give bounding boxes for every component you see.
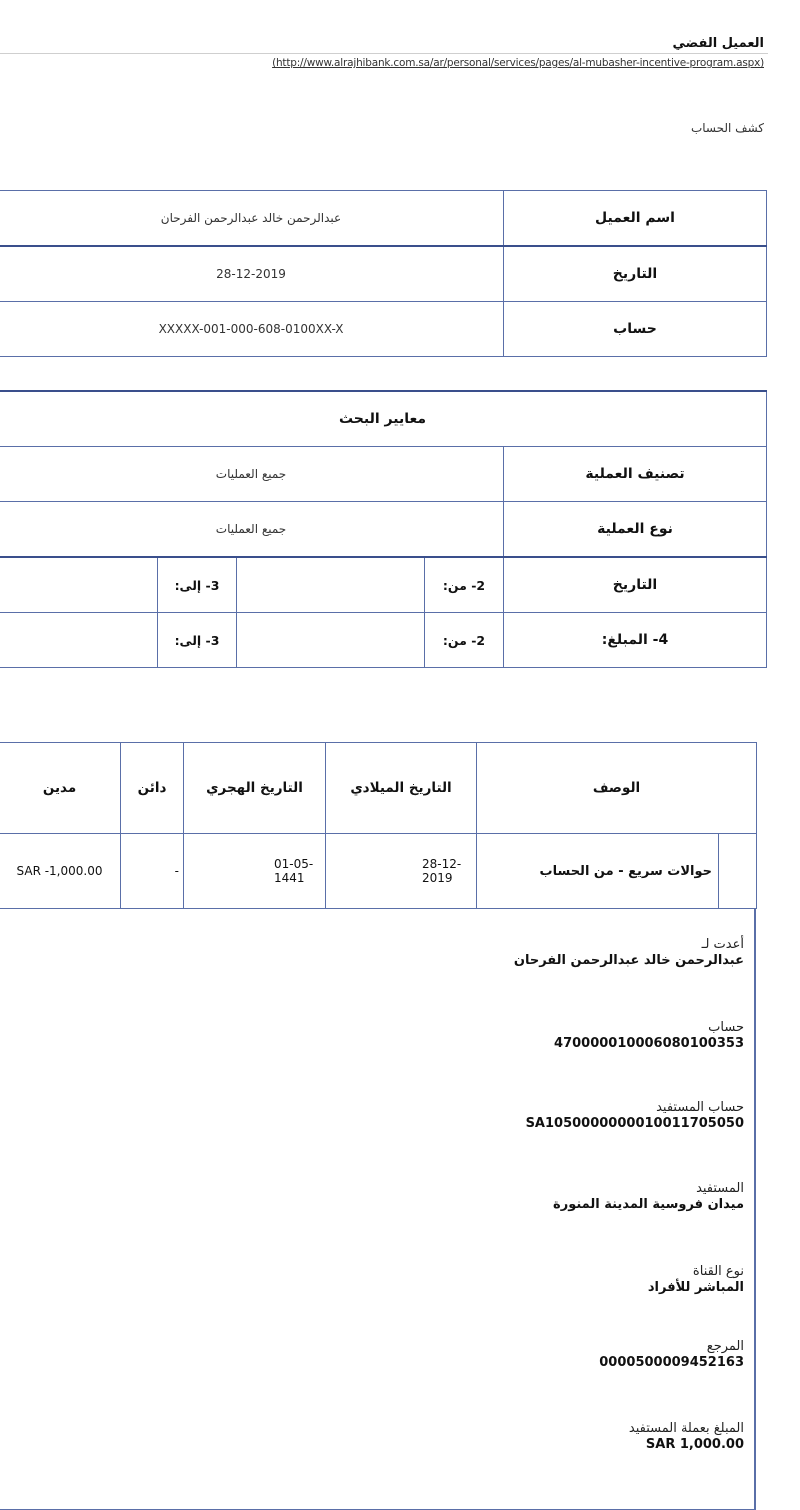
amount-from-value xyxy=(237,613,425,668)
date-from-label: 2- من: xyxy=(425,557,504,613)
date-to-label: 3- إلى: xyxy=(158,557,237,613)
date-label: التاريخ xyxy=(504,246,767,302)
detail-account xyxy=(554,1020,744,1052)
transactions-header-row xyxy=(0,743,757,834)
table-row[interactable] xyxy=(0,834,757,909)
account-value: XXXXX-001-000-608-0100XX-X xyxy=(0,302,504,357)
expand-cell xyxy=(719,834,757,909)
detail-label: نوع القناة xyxy=(692,1264,744,1279)
program-link[interactable]: (http://www.alrajhibank.com.sa/ar/personal/services/pages/al-mubasher-incentive-program.aspx) xyxy=(272,57,764,69)
amount-to-label: 3- إلى: xyxy=(158,613,237,668)
gregorian-date-header: التاريخ الميلادي xyxy=(326,743,477,834)
detail-value: المباشر للأفراد xyxy=(647,1280,744,1295)
date-from-value xyxy=(237,557,425,613)
hijri-date-header: التاريخ الهجري xyxy=(184,743,326,834)
detail-label: أعدت لـ xyxy=(701,937,744,952)
amount-to-value xyxy=(0,613,158,668)
customer-tier-title: العميل الفضي xyxy=(672,36,764,51)
type-row xyxy=(0,502,767,558)
detail-beneficiary-account xyxy=(526,1100,744,1132)
amount-from-label: 2- من: xyxy=(425,613,504,668)
search-criteria-table xyxy=(0,390,767,668)
date-to-value xyxy=(0,557,158,613)
info-row-name xyxy=(0,191,767,247)
amount-range-row xyxy=(0,613,767,668)
detail-label: حساب المستفيد xyxy=(656,1100,744,1115)
customer-name-value: عبدالرحمن خالد عبدالرحمن الفرحان xyxy=(0,191,504,247)
account-label: حساب xyxy=(504,302,767,357)
amount-range-label: 4- المبلغ: xyxy=(504,613,767,668)
detail-value: SA1050000000010011705050 xyxy=(525,1116,744,1131)
category-row xyxy=(0,447,767,502)
info-row-date xyxy=(0,246,767,302)
credit-cell: - xyxy=(121,834,184,909)
customer-info-table xyxy=(0,190,767,357)
gregorian-date-cell: 28-12-2019 xyxy=(326,834,477,909)
detail-value: ميدان فروسية المدينة المنورة xyxy=(553,1197,744,1212)
description-cell: حوالات سريع - من الحساب xyxy=(477,834,719,909)
description-header: الوصف xyxy=(477,743,757,834)
detail-label: حساب xyxy=(708,1020,744,1035)
detail-label: المبلغ بعملة المستفيد xyxy=(628,1421,744,1436)
search-criteria-title: معايير البحث xyxy=(0,391,767,447)
hijri-date-cell: 01-05-1441 xyxy=(184,834,326,909)
detail-beneficiary xyxy=(553,1181,744,1213)
info-row-account xyxy=(0,302,767,357)
transaction-details-panel xyxy=(0,908,756,1510)
date-value: 28-12-2019 xyxy=(0,246,504,302)
detail-prepared-for xyxy=(514,937,744,969)
detail-value: SAR 1,000.00 xyxy=(645,1437,744,1452)
detail-label: المستفيد xyxy=(696,1181,744,1196)
detail-value: 470000010006080100353 xyxy=(554,1036,744,1051)
date-range-row xyxy=(0,557,767,613)
detail-reference xyxy=(599,1339,744,1371)
debit-header: مدين xyxy=(0,743,121,834)
type-value: جميع العمليات xyxy=(0,502,504,558)
type-label: نوع العملية xyxy=(504,502,767,558)
detail-beneficiary-amount xyxy=(629,1421,744,1453)
customer-name-label: اسم العميل xyxy=(504,191,767,247)
detail-value: عبدالرحمن خالد عبدالرحمن الفرحان xyxy=(513,953,744,968)
transactions-table xyxy=(0,742,757,909)
detail-channel-type xyxy=(648,1264,744,1296)
credit-header: دائن xyxy=(121,743,184,834)
detail-value: 0000500009452163 xyxy=(599,1355,744,1370)
category-label: تصنيف العملية xyxy=(504,447,767,502)
statement-title: كشف الحساب xyxy=(690,121,764,135)
debit-cell: SAR -1,000.00 xyxy=(0,834,121,909)
category-value: جميع العمليات xyxy=(0,447,504,502)
search-title-row xyxy=(0,391,767,447)
detail-label: المرجع xyxy=(706,1339,744,1354)
top-divider xyxy=(0,53,768,54)
date-range-label: التاريخ xyxy=(504,557,767,613)
